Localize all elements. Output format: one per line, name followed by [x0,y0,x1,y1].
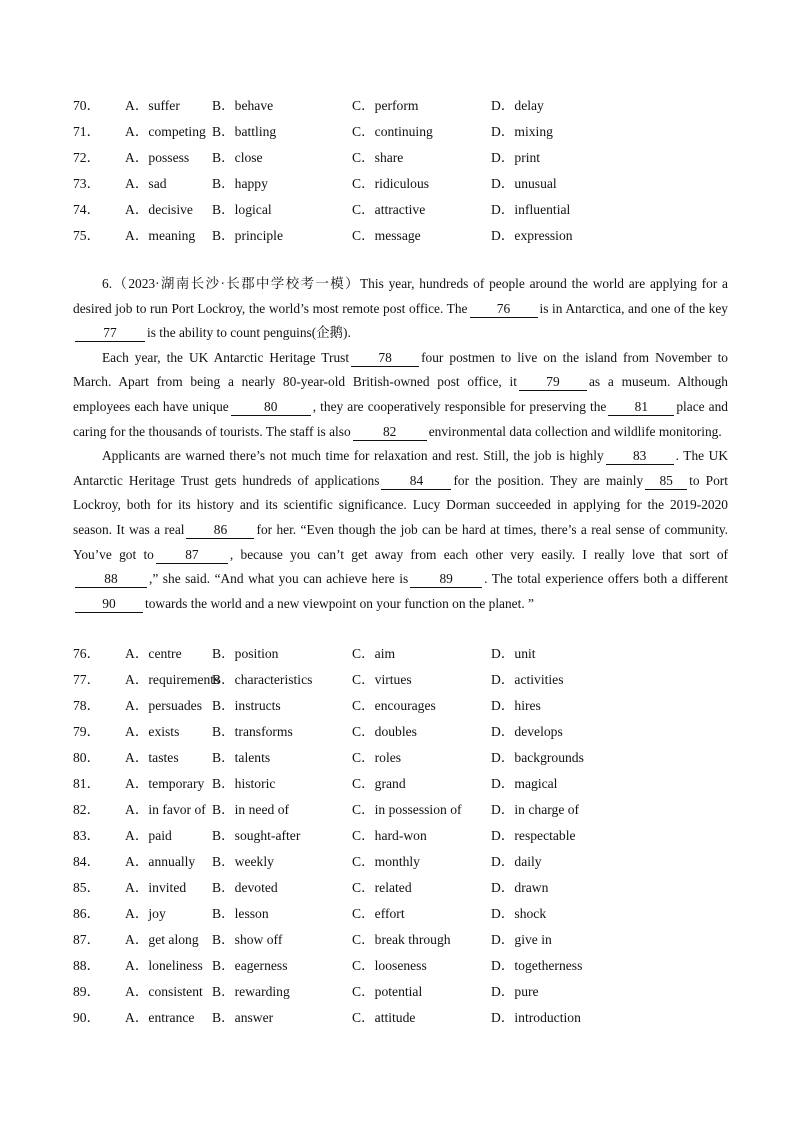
option-d: D．develops [491,724,563,739]
option-c: C．share [352,150,404,165]
question-number: 85． [73,880,101,895]
blank-83: 83 [606,448,674,465]
question-number: 82． [73,802,101,817]
option-b: B．show off [212,932,283,947]
option-b: B．devoted [212,880,278,895]
option-c: C．monthly [352,854,420,869]
option-d: D．togetherness [491,958,583,973]
question-number: 88． [73,958,101,973]
option-b: B．behave [212,98,274,113]
question-row-79 [73,719,773,745]
passage-text: environmental data collection and wildlife monitoring. [428,423,722,439]
option-d: D．mixing [491,124,553,139]
passage-text: . The UK Antarctic Heritage Trust gets hundreds of applications [73,448,728,488]
question-row-76 [73,641,773,667]
option-c: C．attractive [352,202,426,217]
question-row-71 [73,119,773,145]
blank-84: 84 [381,473,451,490]
blank-85: 85 [645,473,687,490]
option-c: C．roles [352,750,402,765]
question-number: 81． [73,776,101,791]
option-c: C．aim [352,646,396,661]
passage-text: Each year, the UK Antarctic Heritage Trust [102,349,350,365]
option-d: D．activities [491,672,564,687]
option-a: A．suffer [125,98,180,113]
option-c: C．looseness [352,958,427,973]
option-c: C．in possession of [352,802,462,817]
question-number: 86． [73,906,101,921]
option-d: D．delay [491,98,544,113]
passage-text: for the position. They are mainly [453,472,644,488]
passage-paragraph-1 [73,272,728,346]
option-b: B．in need of [212,802,290,817]
option-d: D．daily [491,854,542,869]
option-b: B．sought-after [212,828,301,843]
option-d: D．in charge of [491,802,580,817]
blank-80: 80 [231,399,311,416]
question-row-89 [73,979,773,1005]
question-number: 83． [73,828,101,843]
option-c: C．doubles [352,724,417,739]
question-row-87 [73,927,773,953]
option-a: A．paid [125,828,172,843]
option-d: D．unit [491,646,536,661]
passage-paragraph-2 [73,346,728,444]
question-number: 87． [73,932,101,947]
option-c: C．message [352,228,421,243]
option-b: B．lesson [212,906,269,921]
question-row-70 [73,93,773,119]
passage-text: , because you can’t get away from each other very easily. I really love that sort of [229,546,728,562]
option-a: A．exists [125,724,180,739]
option-c: C．encourages [352,698,436,713]
option-c: C．continuing [352,124,433,139]
option-b: B．logical [212,202,272,217]
passage-text: , they are cooperatively responsible for preserving the [312,398,607,414]
blank-76: 76 [470,301,538,318]
option-a: A．persuades [125,698,203,713]
option-b: B．weekly [212,854,274,869]
option-d: D．magical [491,776,558,791]
option-d: D．drawn [491,880,549,895]
question-number: 73． [73,176,101,191]
passage-text: ,” she said. “And what you can achieve here is [149,571,409,587]
blank-87: 87 [156,547,228,564]
option-a: A．competing [125,124,206,139]
blank-78: 78 [351,350,419,367]
option-b: B．instructs [212,698,281,713]
question-number: 90． [73,1010,101,1025]
option-a: A．requirements [125,672,220,687]
passage-text: is in Antarctica, and one of the key [539,300,728,316]
option-b: B．happy [212,176,268,191]
option-d: D．expression [491,228,573,243]
blank-88: 88 [75,571,147,588]
passage-text: is the ability to count penguins(企鹅). [147,325,351,341]
option-d: D．pure [491,984,539,999]
option-b: B．close [212,150,263,165]
option-b: B．historic [212,776,276,791]
question-row-90 [73,1005,773,1031]
option-d: D．backgrounds [491,750,584,765]
option-a: A．annually [125,854,196,869]
option-c: C．potential [352,984,423,999]
question-number: 70． [73,98,101,113]
question-number: 77． [73,672,101,687]
passage-text: towards the world and a new viewpoint on your function on the planet. ” [145,595,534,611]
question-row-80 [73,745,773,771]
option-d: D．influential [491,202,571,217]
question-row-73 [73,171,773,197]
option-b: B．principle [212,228,283,243]
option-a: A．meaning [125,228,196,243]
question-row-72 [73,145,773,171]
option-c: C．perform [352,98,419,113]
question-number: 84． [73,854,101,869]
question-row-85 [73,875,773,901]
question-row-81 [73,771,773,797]
passage-text: to Port Lockroy, both for its history and its scientific significance. Lucy Dorman succeeded in applying for the 2019-2020 season. It was a real [73,472,728,537]
option-d: D．hires [491,698,541,713]
option-b: B．rewarding [212,984,290,999]
option-a: A．loneliness [125,958,203,973]
option-b: B．eagerness [212,958,288,973]
option-b: B．position [212,646,279,661]
option-c: C．virtues [352,672,412,687]
passage-text: as a museum. Although employees each have unique [73,374,728,414]
question-row-84 [73,849,773,875]
option-c: C．attitude [352,1010,416,1025]
question-number: 76． [73,646,101,661]
options-list-top [73,93,773,249]
option-c: C．effort [352,906,405,921]
option-a: A．invited [125,880,187,895]
blank-89: 89 [410,571,482,588]
option-a: A．consistent [125,984,203,999]
passage-text: four postmen to live on the island from November to March. Apart from being a nearly 80-year-old British-owned post office, it [73,349,729,390]
question-number: 80． [73,750,101,765]
option-a: A．temporary [125,776,205,791]
question-number: 74． [73,202,101,217]
option-c: C．ridiculous [352,176,430,191]
option-d: D．give in [491,932,552,947]
question-number: 75． [73,228,101,243]
question-row-82 [73,797,773,823]
blank-90: 90 [75,596,143,613]
options-list-bottom [73,641,773,1031]
option-a: A．in favor of [125,802,206,817]
question-number: 71． [73,124,101,139]
option-b: B．talents [212,750,271,765]
question-row-88 [73,953,773,979]
option-a: A．decisive [125,202,193,217]
blank-77: 77 [75,325,145,342]
question-number: 89． [73,984,101,999]
question-row-75 [73,223,773,249]
option-a: A．entrance [125,1010,195,1025]
option-c: C．hard-won [352,828,427,843]
passage-paragraph-3 [73,444,728,616]
question-number: 78． [73,698,101,713]
option-b: B．characteristics [212,672,313,687]
option-c: C．break through [352,932,451,947]
question-row-83 [73,823,773,849]
blank-82: 82 [353,424,427,441]
option-c: C．related [352,880,412,895]
blank-79: 79 [519,374,587,391]
option-d: D．print [491,150,541,165]
passage-text: Applicants are warned there’s not much time for relaxation and rest. Still, the job is highly [102,448,604,464]
option-a: A．possess [125,150,190,165]
passage-text: . The total experience offers both a different [484,571,729,587]
option-a: A．get along [125,932,199,947]
blank-81: 81 [608,399,674,416]
question-row-74 [73,197,773,223]
option-c: C．grand [352,776,406,791]
option-b: B．answer [212,1010,274,1025]
cloze-passage [73,272,728,616]
option-d: D．respectable [491,828,576,843]
question-row-78 [73,693,773,719]
option-d: D．introduction [491,1010,581,1025]
question-row-86 [73,901,773,927]
option-a: A．tastes [125,750,179,765]
option-a: A．sad [125,176,167,191]
passage-text: 6.（2023·湖南长沙·长郡中学校考一模）This year, hundreds of people around the world are applying for a desired job to run Port Lockroy, the world’s most remote post office. The [73,276,728,316]
option-d: D．unusual [491,176,557,191]
option-a: A．joy [125,906,166,921]
option-b: B．battling [212,124,277,139]
option-d: D．shock [491,906,547,921]
question-row-77 [73,667,773,693]
blank-86: 86 [186,522,254,539]
question-number: 72． [73,150,101,165]
passage-text: place and caring for the thousands of tourists. The staff is also [73,398,728,439]
option-a: A．centre [125,646,182,661]
passage-text: for her. “Even though the job can be hard at times, there’s a real sense of community. You’ve got to [73,521,728,562]
option-b: B．transforms [212,724,293,739]
question-number: 79． [73,724,101,739]
